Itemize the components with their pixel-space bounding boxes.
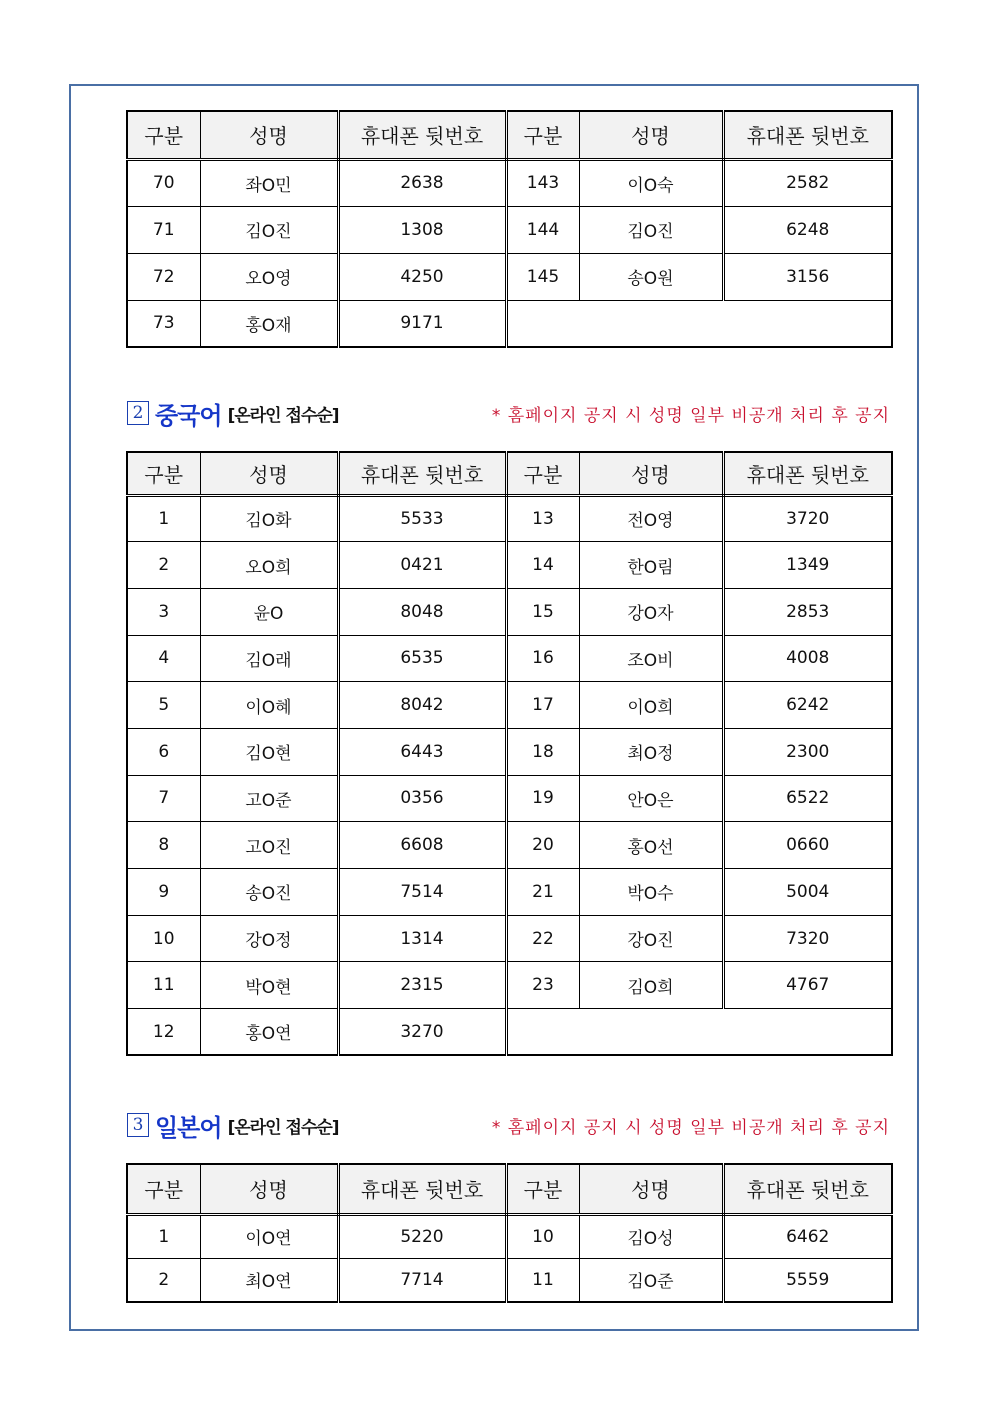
name-cell: 박O수 [579, 869, 723, 916]
section-title-japanese [127, 1110, 339, 1140]
name-cell: 고O진 [200, 822, 338, 869]
row-number: 15 [506, 588, 579, 635]
phone-suffix-cell: 2638 [338, 159, 506, 206]
table-row [127, 542, 892, 589]
phone-suffix-cell: 9171 [338, 300, 506, 347]
empty-cell [506, 1009, 892, 1056]
name-cell: 김O희 [579, 962, 723, 1009]
privacy-notice: * 홈페이지 공지 시 성명 일부 비공개 처리 후 공지 [491, 1117, 890, 1138]
table-row [127, 300, 892, 347]
row-number: 3 [127, 588, 200, 635]
row-number: 18 [506, 728, 579, 775]
row-number: 22 [506, 915, 579, 962]
phone-suffix-cell: 1314 [338, 915, 506, 962]
table-row [127, 495, 892, 542]
header-cell: 휴대폰 뒷번호 [723, 452, 892, 495]
phone-suffix-cell: 5533 [338, 495, 506, 542]
row-number: 16 [506, 635, 579, 682]
row-number: 2 [127, 542, 200, 589]
phone-suffix-cell: 4767 [723, 962, 892, 1009]
header-cell: 구분 [127, 1164, 200, 1214]
section-title-chinese [127, 398, 339, 428]
privacy-notice: * 홈페이지 공지 시 성명 일부 비공개 처리 후 공지 [491, 405, 890, 426]
row-number: 17 [506, 682, 579, 729]
row-number: 1 [127, 495, 200, 542]
name-cell: 안O은 [579, 775, 723, 822]
section-method: [온라인 접수순] [227, 1117, 339, 1138]
name-cell: 김O진 [200, 206, 338, 253]
phone-suffix-cell: 6242 [723, 682, 892, 729]
header-cell: 휴대폰 뒷번호 [338, 452, 506, 495]
phone-suffix-cell: 5004 [723, 869, 892, 916]
row-number: 7 [127, 775, 200, 822]
table-header-row [127, 111, 892, 159]
row-number: 5 [127, 682, 200, 729]
table-row [127, 822, 892, 869]
row-number: 71 [127, 206, 200, 253]
phone-suffix-cell: 6248 [723, 206, 892, 253]
row-number: 6 [127, 728, 200, 775]
phone-suffix-cell: 1308 [338, 206, 506, 253]
header-cell: 성명 [579, 111, 723, 159]
header-cell: 휴대폰 뒷번호 [723, 111, 892, 159]
row-number: 14 [506, 542, 579, 589]
header-cell: 휴대폰 뒷번호 [338, 1164, 506, 1214]
phone-suffix-cell: 6462 [723, 1214, 892, 1258]
section-language: 중국어 [155, 401, 222, 430]
name-cell: 이O혜 [200, 682, 338, 729]
phone-suffix-cell: 7514 [338, 869, 506, 916]
name-cell: 강O진 [579, 915, 723, 962]
phone-suffix-cell: 0421 [338, 542, 506, 589]
table-row [127, 635, 892, 682]
header-cell: 성명 [200, 452, 338, 495]
phone-suffix-cell: 3270 [338, 1009, 506, 1056]
row-number: 23 [506, 962, 579, 1009]
name-cell: 이O숙 [579, 159, 723, 206]
table-row [127, 1258, 892, 1302]
header-cell: 구분 [506, 1164, 579, 1214]
phone-suffix-cell: 3720 [723, 495, 892, 542]
name-cell: 김O준 [579, 1258, 723, 1302]
name-cell: 조O비 [579, 635, 723, 682]
table-row [127, 206, 892, 253]
row-number: 10 [127, 915, 200, 962]
table-row [127, 915, 892, 962]
name-cell: 오O희 [200, 542, 338, 589]
table-row [127, 253, 892, 300]
phone-suffix-cell: 2300 [723, 728, 892, 775]
table-row [127, 728, 892, 775]
row-number: 4 [127, 635, 200, 682]
row-number: 21 [506, 869, 579, 916]
name-cell: 홍O연 [200, 1009, 338, 1056]
section-number: 2 [127, 401, 149, 425]
phone-suffix-cell: 8048 [338, 588, 506, 635]
phone-suffix-cell: 5220 [338, 1214, 506, 1258]
name-cell: 강O자 [579, 588, 723, 635]
name-cell: 윤O [200, 588, 338, 635]
table-header-row [127, 452, 892, 495]
phone-suffix-cell: 6608 [338, 822, 506, 869]
phone-suffix-cell: 1349 [723, 542, 892, 589]
table-row [127, 1009, 892, 1056]
header-cell: 구분 [506, 452, 579, 495]
phone-suffix-cell: 6443 [338, 728, 506, 775]
section-language: 일본어 [155, 1113, 222, 1142]
name-cell: 박O현 [200, 962, 338, 1009]
name-cell: 김O진 [579, 206, 723, 253]
table-chinese [126, 451, 893, 1056]
name-cell: 홍O재 [200, 300, 338, 347]
row-number: 10 [506, 1214, 579, 1258]
row-number: 143 [506, 159, 579, 206]
name-cell: 이O연 [200, 1214, 338, 1258]
row-number: 1 [127, 1214, 200, 1258]
row-number: 2 [127, 1258, 200, 1302]
phone-suffix-cell: 0356 [338, 775, 506, 822]
header-cell: 구분 [506, 111, 579, 159]
table-korean-continued [126, 110, 893, 348]
row-number: 11 [506, 1258, 579, 1302]
table-japanese [126, 1163, 893, 1303]
header-cell: 성명 [579, 452, 723, 495]
table-row [127, 869, 892, 916]
header-cell: 구분 [127, 452, 200, 495]
name-cell: 홍O선 [579, 822, 723, 869]
row-number: 20 [506, 822, 579, 869]
section-number: 3 [127, 1113, 149, 1137]
row-number: 9 [127, 869, 200, 916]
name-cell: 김O래 [200, 635, 338, 682]
name-cell: 김O성 [579, 1214, 723, 1258]
row-number: 145 [506, 253, 579, 300]
phone-suffix-cell: 4250 [338, 253, 506, 300]
header-cell: 성명 [200, 1164, 338, 1214]
phone-suffix-cell: 8042 [338, 682, 506, 729]
name-cell: 송O진 [200, 869, 338, 916]
name-cell: 한O림 [579, 542, 723, 589]
phone-suffix-cell: 6535 [338, 635, 506, 682]
header-cell: 성명 [579, 1164, 723, 1214]
row-number: 11 [127, 962, 200, 1009]
row-number: 72 [127, 253, 200, 300]
phone-suffix-cell: 2853 [723, 588, 892, 635]
phone-suffix-cell: 6522 [723, 775, 892, 822]
table-header-row [127, 1164, 892, 1214]
name-cell: 김O화 [200, 495, 338, 542]
phone-suffix-cell: 5559 [723, 1258, 892, 1302]
name-cell: 최O연 [200, 1258, 338, 1302]
row-number: 73 [127, 300, 200, 347]
table-row [127, 775, 892, 822]
row-number: 144 [506, 206, 579, 253]
name-cell: 전O영 [579, 495, 723, 542]
row-number: 8 [127, 822, 200, 869]
phone-suffix-cell: 4008 [723, 635, 892, 682]
empty-cell [506, 300, 892, 347]
name-cell: 강O정 [200, 915, 338, 962]
phone-suffix-cell: 3156 [723, 253, 892, 300]
table-row [127, 682, 892, 729]
header-cell: 휴대폰 뒷번호 [338, 111, 506, 159]
name-cell: 김O현 [200, 728, 338, 775]
name-cell: 고O준 [200, 775, 338, 822]
header-cell: 성명 [200, 111, 338, 159]
table-row [127, 159, 892, 206]
name-cell: 오O영 [200, 253, 338, 300]
header-cell: 휴대폰 뒷번호 [723, 1164, 892, 1214]
phone-suffix-cell: 2582 [723, 159, 892, 206]
phone-suffix-cell: 7320 [723, 915, 892, 962]
row-number: 19 [506, 775, 579, 822]
table-row [127, 962, 892, 1009]
phone-suffix-cell: 7714 [338, 1258, 506, 1302]
phone-suffix-cell: 0660 [723, 822, 892, 869]
header-cell: 구분 [127, 111, 200, 159]
table-row [127, 1214, 892, 1258]
name-cell: 송O원 [579, 253, 723, 300]
table-row [127, 588, 892, 635]
section-method: [온라인 접수순] [227, 405, 339, 426]
phone-suffix-cell: 2315 [338, 962, 506, 1009]
name-cell: 이O희 [579, 682, 723, 729]
name-cell: 좌O민 [200, 159, 338, 206]
row-number: 12 [127, 1009, 200, 1056]
row-number: 13 [506, 495, 579, 542]
row-number: 70 [127, 159, 200, 206]
name-cell: 최O정 [579, 728, 723, 775]
